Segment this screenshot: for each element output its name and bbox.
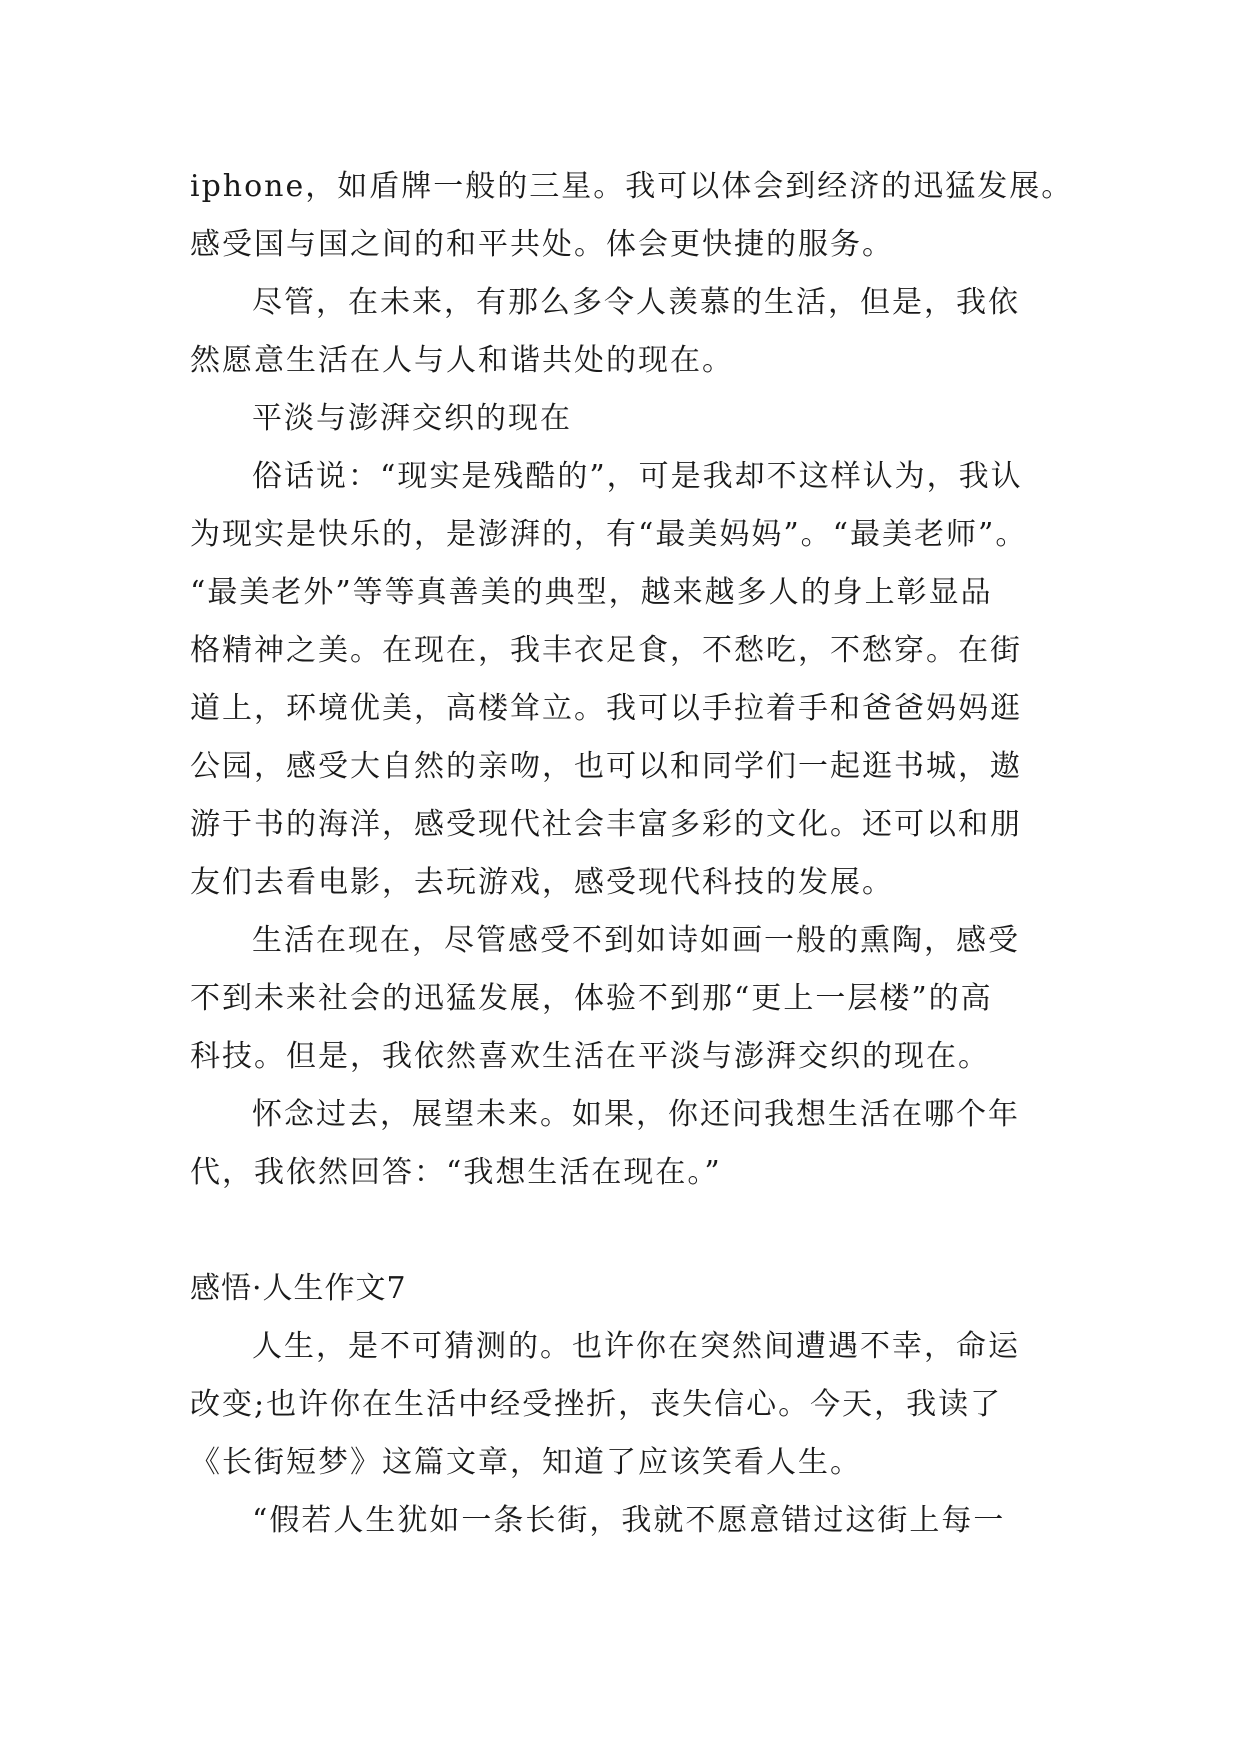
- text-line: 然愿意生活在人与人和谐共处的现在。: [190, 343, 734, 378]
- text-line: “最美老外”等等真善美的典型，越来越多人的身上彰显品: [190, 575, 993, 610]
- text-line: 格精神之美。在现在，我丰衣足食，不愁吃，不愁穿。在街: [190, 633, 1022, 668]
- paragraph-start-line: 人生，是不可猜测的。也许你在突然间遭遇不幸，命运: [252, 1329, 1020, 1364]
- text-line: iphone，如盾牌一般的三星。我可以体会到经济的迅猛发展。: [190, 169, 1074, 204]
- text-line: 不到未来社会的迅猛发展，体验不到那“更上一层楼”的高: [190, 981, 993, 1016]
- paragraph-start-line: 尽管，在未来，有那么多令人羡慕的生活，但是，我依: [252, 285, 1020, 320]
- text-line: 道上，环境优美，高楼耸立。我可以手拉着手和爸爸妈妈逛: [190, 691, 1022, 726]
- text-line: 游于书的海洋，感受现代社会丰富多彩的文化。还可以和朋: [190, 807, 1022, 842]
- section-heading: 感悟·人生作文7: [190, 1271, 407, 1306]
- text-line: 友们去看电影，去玩游戏，感受现代科技的发展。: [190, 865, 894, 900]
- text-line: 科技。但是，我依然喜欢生活在平淡与澎湃交织的现在。: [190, 1039, 990, 1074]
- text-line: 《长街短梦》这篇文章，知道了应该笑看人生。: [190, 1445, 862, 1480]
- paragraph-start-line: “假若人生犹如一条长街，我就不愿意错过这街上每一: [252, 1503, 1006, 1538]
- paragraph-start-line: 生活在现在，尽管感受不到如诗如画一般的熏陶，感受: [252, 923, 1020, 958]
- text-line: 为现实是快乐的，是澎湃的，有“最美妈妈”。“最美老师”。: [190, 517, 1028, 552]
- text-line: 代，我依然回答：“我想生活在现在。”: [190, 1155, 722, 1190]
- text-line: 公园，感受大自然的亲吻，也可以和同学们一起逛书城，遨: [190, 749, 1022, 784]
- text-line: 感受国与国之间的和平共处。体会更快捷的服务。: [190, 227, 894, 262]
- paragraph-start-line: 俗话说：“现实是残酷的”，可是我却不这样认为，我认: [252, 459, 1023, 494]
- paragraph-start-line: 怀念过去，展望未来。如果，你还问我想生活在哪个年: [252, 1097, 1020, 1132]
- section-subtitle: 平淡与澎湃交织的现在: [252, 401, 572, 436]
- text-line: 改变;也许你在生活中经受挫折，丧失信心。今天，我读了: [190, 1387, 1003, 1422]
